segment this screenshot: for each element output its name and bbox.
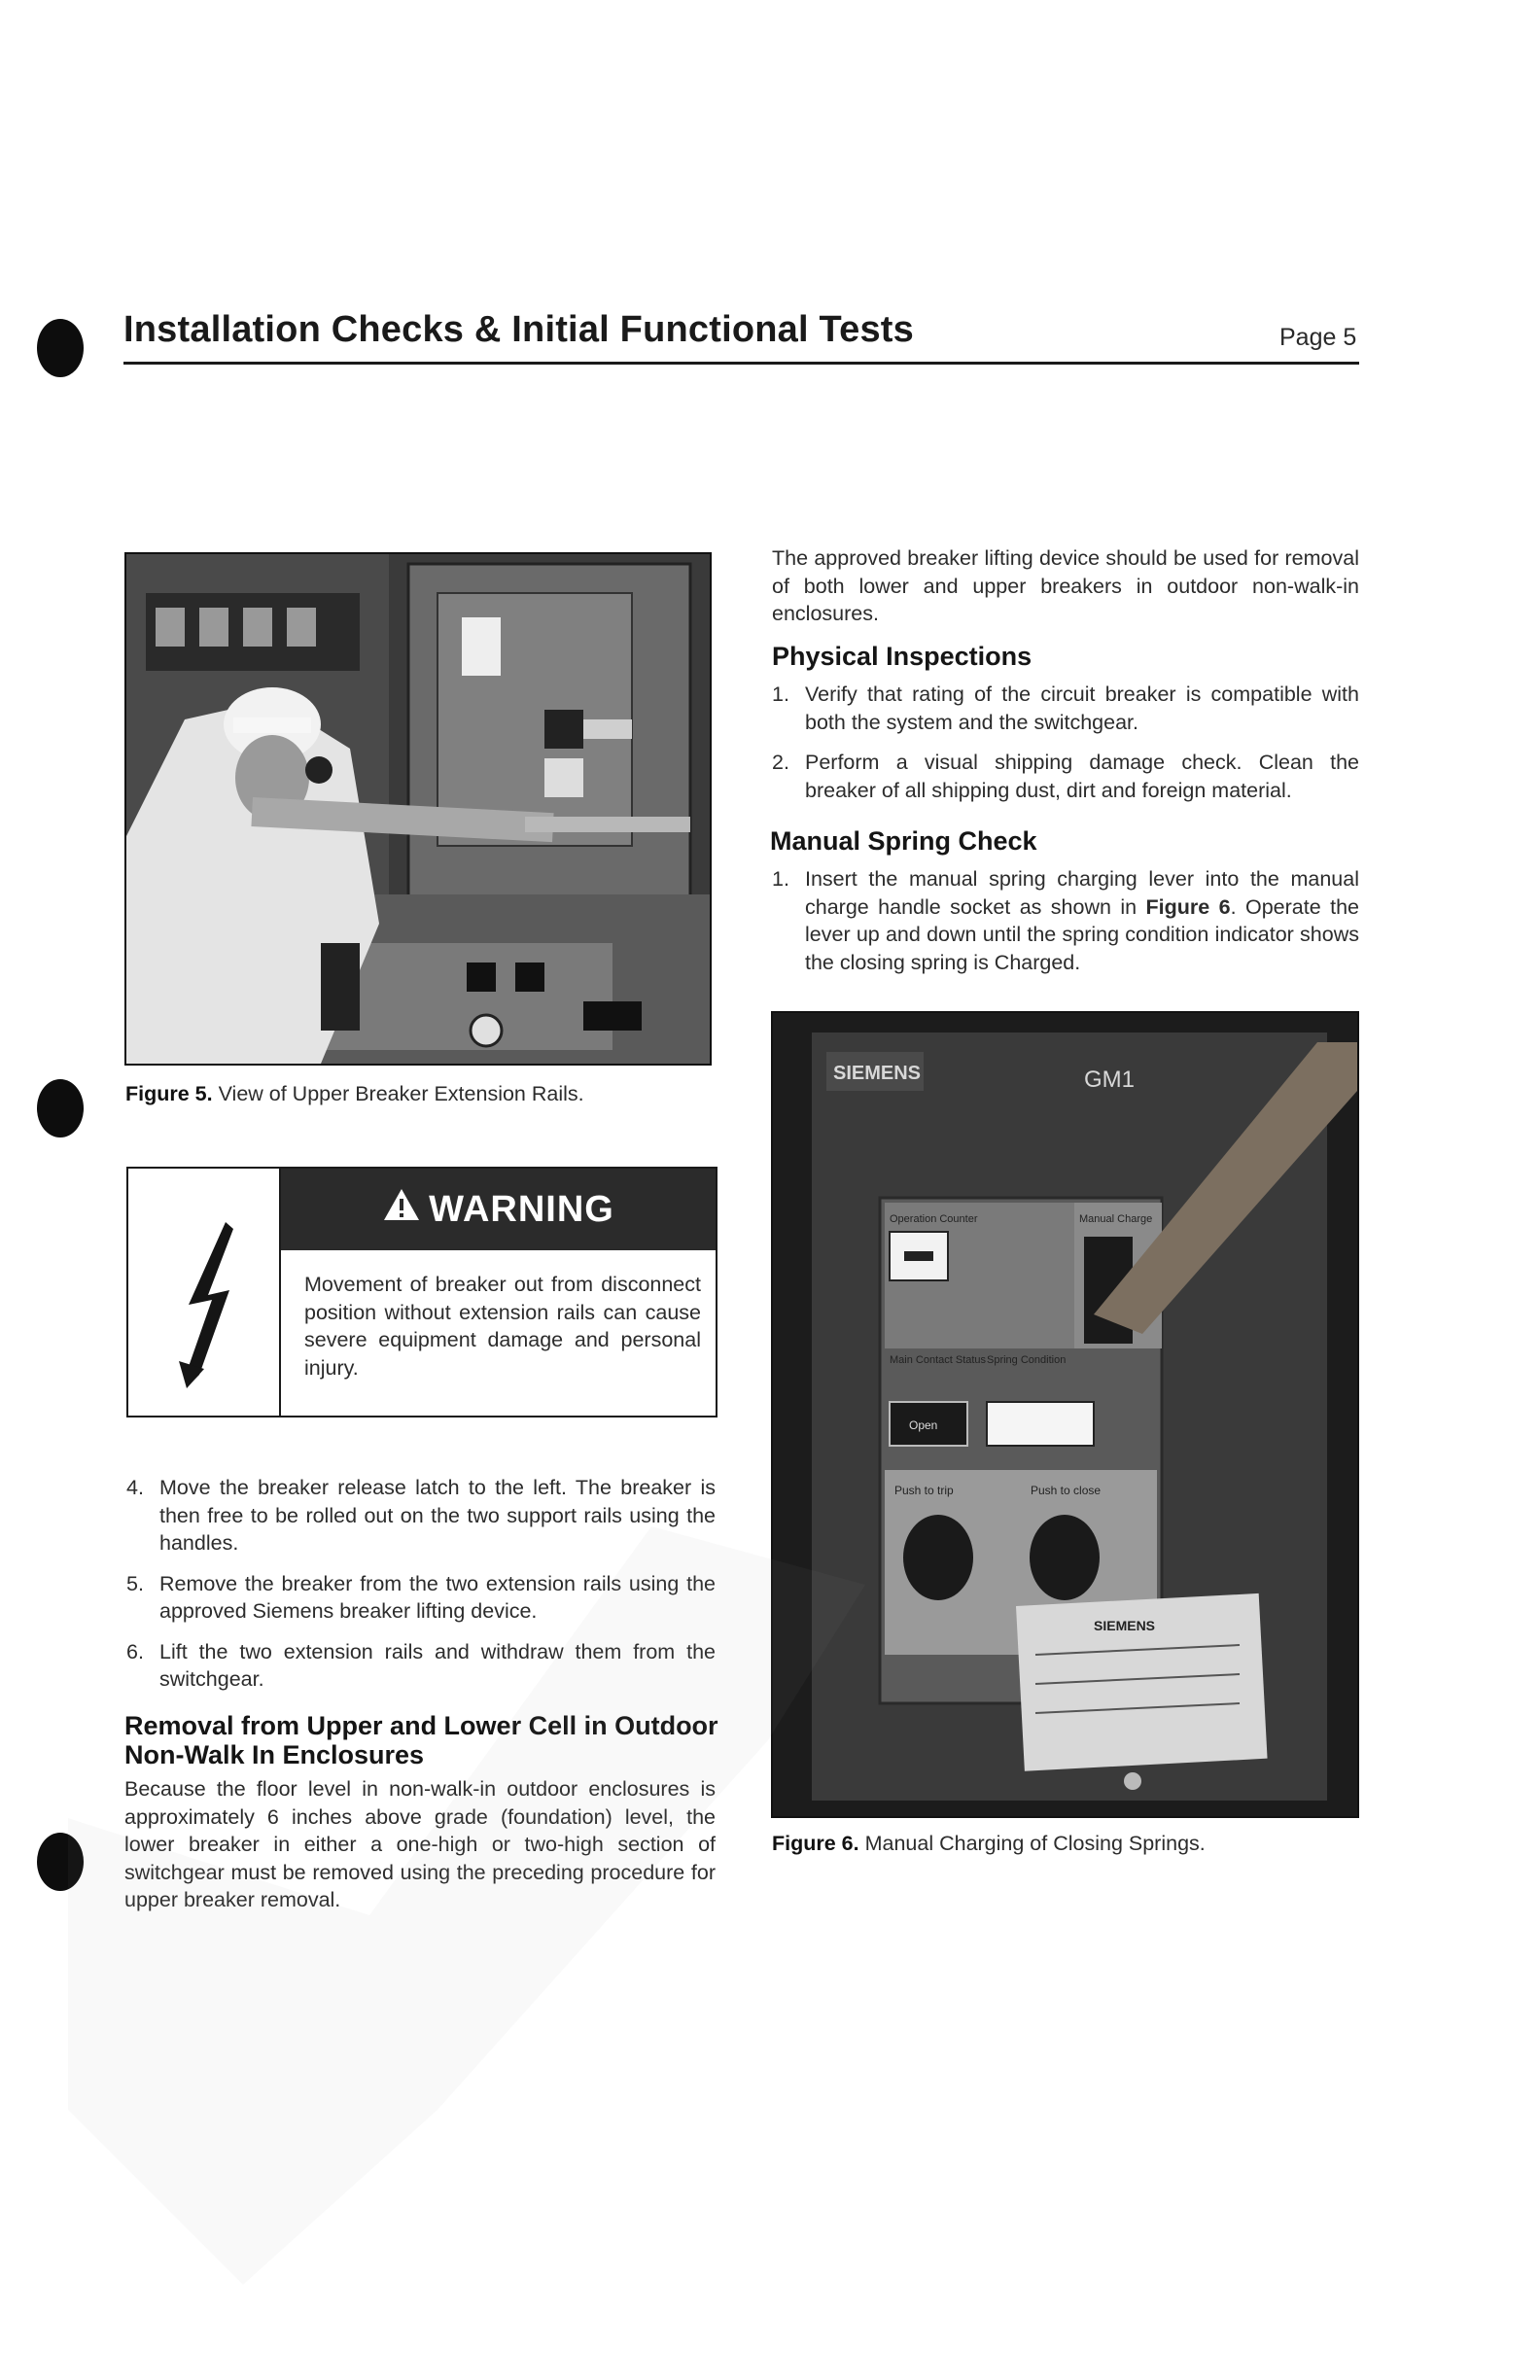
- physical-inspections-list: [772, 681, 1359, 817]
- figure-6-caption: [772, 1832, 1206, 1856]
- removal-heading: Removal from Upper and Lower Cell in Outdoor Non-Walk In Enclosures: [124, 1711, 718, 1769]
- figure-6-caption-text: Manual Charging of Closing Springs.: [864, 1832, 1206, 1855]
- binder-hole-bottom: [37, 1833, 84, 1891]
- figure-5-caption-text: View of Upper Breaker Extension Rails.: [218, 1082, 584, 1105]
- warning-banner: [281, 1169, 716, 1250]
- spring-condition-label: Spring Condition: [987, 1354, 1067, 1366]
- binder-hole-middle: [37, 1079, 84, 1138]
- nameplate-brand: SIEMENS: [1094, 1618, 1156, 1633]
- list-item: 1. Verify that rating of the circuit breaker is compatible with both the system and the switchgear.: [772, 682, 1359, 734]
- header-rule: [123, 362, 1359, 365]
- list-item: 1. Insert the manual spring charging lever into the manual charge handle socket as shown in Figure 6. Operate the lever up and down until the spring condition indicator shows the closing spring is Charged.: [772, 867, 1359, 974]
- panel-model: GM1: [1084, 1067, 1136, 1093]
- list-item: 4. Move the breaker release latch to the left. The breaker is then free to be rolled out on the two support rails using the handles.: [126, 1476, 716, 1555]
- push-to-trip-label: Push to trip: [894, 1484, 954, 1497]
- figure-5-photo: [124, 552, 712, 1066]
- page-header-title: Installation Checks & Initial Functional Tests: [123, 309, 914, 350]
- list-item: 2. Perform a visual shipping damage check. Clean the breaker of all shipping dust, dirt and foreign material.: [772, 751, 1359, 802]
- binder-hole-top: [37, 319, 84, 377]
- figure-6-photo: [771, 1011, 1359, 1818]
- list-item: 5. Remove the breaker from the two extension rails using the approved Siemens breaker lifting device.: [126, 1571, 716, 1623]
- physical-inspections-heading: Physical Inspections: [772, 642, 1032, 671]
- figure-6-reference: Figure 6: [1145, 894, 1231, 919]
- page-number: Page 5: [1279, 324, 1357, 351]
- warning-box: [126, 1167, 718, 1418]
- manual-spring-check-heading: Manual Spring Check: [770, 826, 1037, 856]
- lightning-bolt-icon: [128, 1169, 281, 1416]
- open-indicator-label: Open: [909, 1418, 938, 1432]
- warning-text: Movement of breaker out from disconnect position without extension rails can cause severe equipment damage and personal injury.: [304, 1273, 701, 1380]
- figure-5-illustration: [126, 554, 710, 1064]
- list-item: 6. Lift the two extension rails and withdraw them from the switchgear.: [126, 1639, 716, 1691]
- figure-5-caption-label: Figure 5.: [125, 1082, 213, 1105]
- warning-icon-cell: [128, 1169, 281, 1416]
- figure-5-caption: [125, 1082, 584, 1106]
- warning-title: WARNING: [429, 1188, 614, 1230]
- push-to-close-label: Push to close: [1031, 1484, 1102, 1497]
- figure-6-caption-label: Figure 6.: [772, 1832, 859, 1855]
- panel-brand: SIEMENS: [833, 1063, 922, 1084]
- manual-charge-label: Manual Charge: [1079, 1213, 1153, 1225]
- manual-spring-check-list: [772, 865, 1359, 989]
- removal-paragraph: Because the floor level in non-walk-in outdoor enclosures is approximately 6 inches above grade (foundation) level, the lower breaker in either a one-high or two-high section of switchgear must be removed using the preceding procedure for upper breaker removal.: [124, 1777, 716, 1911]
- intro-paragraph: The approved breaker lifting device should be used for removal of both lower and upper breakers in outdoor non-walk-in enclosures.: [772, 546, 1359, 625]
- operation-counter-label: Operation Counter: [890, 1213, 978, 1225]
- warning-triangle-icon: [382, 1187, 421, 1232]
- figure-6-illustration: [773, 1013, 1357, 1816]
- removal-steps-list: [126, 1474, 716, 1706]
- main-contact-status-label: Main Contact Status: [890, 1354, 987, 1366]
